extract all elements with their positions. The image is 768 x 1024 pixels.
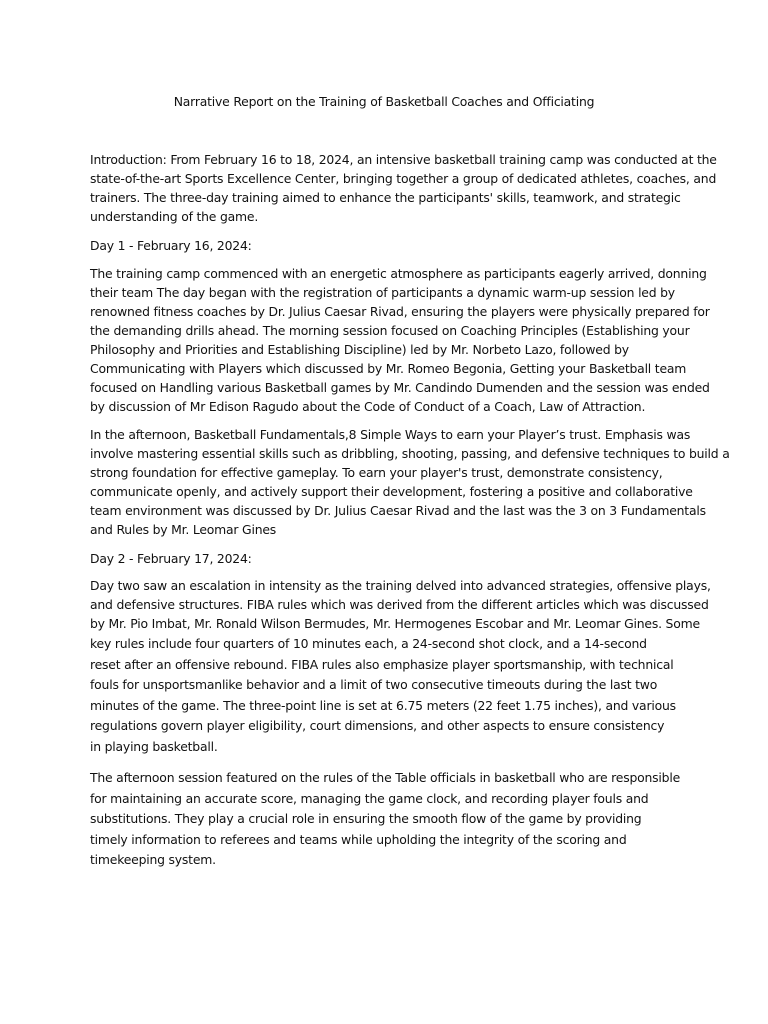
text-line: Communicating with Players which discussed by Mr. Romeo Begonia, Getting your Basketball team <box>90 361 687 376</box>
text-line: reset after an offensive rebound. FIBA rules also emphasize player sportsmanship, with technical <box>90 656 674 672</box>
text-line: understanding of the game. <box>90 209 259 224</box>
text-line: involve mastering essential skills such as dribbling, shooting, passing, and defensive techniques to build a <box>90 446 730 461</box>
text-line: for maintaining an accurate score, managing the game clock, and recording player fouls and <box>90 790 649 806</box>
text-line: their team The day began with the registration of participants a dynamic warm-up session led by <box>90 285 675 300</box>
intro-paragraph <box>90 150 717 226</box>
text-line: strong foundation for effective gameplay. To earn your player's trust, demonstrate consistency, <box>90 465 663 480</box>
text-line: regulations govern player eligibility, court dimensions, and other aspects to ensure consistency <box>90 718 665 733</box>
text-line: minutes of the game. The three-point line is set at 6.75 meters (22 feet 1.75 inches), and various <box>90 697 676 713</box>
day1-afternoon-paragraph <box>90 425 730 539</box>
document-title: Narrative Report on the Training of Basketball Coaches and Officiating <box>173 94 595 109</box>
text-line: substitutions. They play a crucial role in ensuring the smooth flow of the game by providing <box>90 811 642 826</box>
text-line: in playing basketball. <box>90 738 218 754</box>
text-line: trainers. The three-day training aimed to enhance the participants' skills, teamwork, and strategic <box>90 190 681 205</box>
text-line: key rules include four quarters of 10 minutes each, a 24-second shot clock, and a 14-second <box>90 636 647 651</box>
text-line: Introduction: From February 16 to 18, 2024, an intensive basketball training camp was conducted at the <box>90 152 717 167</box>
day1-morning-paragraph <box>90 264 710 416</box>
text-line: Day two saw an escalation in intensity as the training delved into advanced strategies, offensive plays, <box>90 578 711 593</box>
text-line: renowned fitness coaches by Dr. Julius Caesar Rivad, ensuring the players were physically prepared for <box>90 304 710 319</box>
text-line: timekeeping system. <box>90 852 216 867</box>
text-line: timely information to referees and teams while upholding the integrity of the scoring and <box>90 831 627 847</box>
text-line: communicate openly, and actively support their development, fostering a positive and collaborative <box>90 484 693 499</box>
day2-heading: Day 2 - February 17, 2024: <box>90 551 252 566</box>
text-line: state-of-the-art Sports Excellence Center, bringing together a group of dedicated athletes, coaches, and <box>90 171 717 186</box>
text-line: and defensive structures. FIBA rules which was derived from the different articles which was discussed <box>90 597 709 612</box>
text-line: The training camp commenced with an energetic atmosphere as participants eagerly arrived, donning <box>90 266 707 281</box>
text-line: focused on Handling various Basketball games by Mr. Candindo Dumenden and the session was ended <box>90 380 710 395</box>
day1-heading: Day 1 - February 16, 2024: <box>90 238 252 253</box>
text-line: by discussion of Mr Edison Ragudo about the Code of Conduct of a Coach, Law of Attraction. <box>90 399 646 414</box>
text-line: the demanding drills ahead. The morning session focused on Coaching Principles (Establishing your <box>90 323 690 338</box>
day2-morning-paragraph-rest <box>90 634 676 757</box>
text-line: and Rules by Mr. Leomar Gines <box>90 522 277 537</box>
text-line: team environment was discussed by Dr. Julius Caesar Rivad and the last was the 3 on 3 Fundamentals <box>90 503 706 518</box>
text-line: fouls for unsportsmanlike behavior and a limit of two consecutive timeouts during the last two <box>90 677 658 692</box>
day2-afternoon-paragraph <box>90 768 680 871</box>
text-line: Philosophy and Priorities and Establishing Discipline) led by Mr. Norbeto Lazo, followed by <box>90 342 629 357</box>
text-line: In the afternoon, Basketball Fundamentals,8 Simple Ways to earn your Player’s trust. Emphasis was <box>90 427 691 442</box>
day2-morning-paragraph-start <box>90 576 711 633</box>
text-line: The afternoon session featured on the rules of the Table officials in basketball who are responsible <box>90 770 681 785</box>
text-line: by Mr. Pio Imbat, Mr. Ronald Wilson Bermudes, Mr. Hermogenes Escobar and Mr. Leomar Gines. Some <box>90 616 700 631</box>
